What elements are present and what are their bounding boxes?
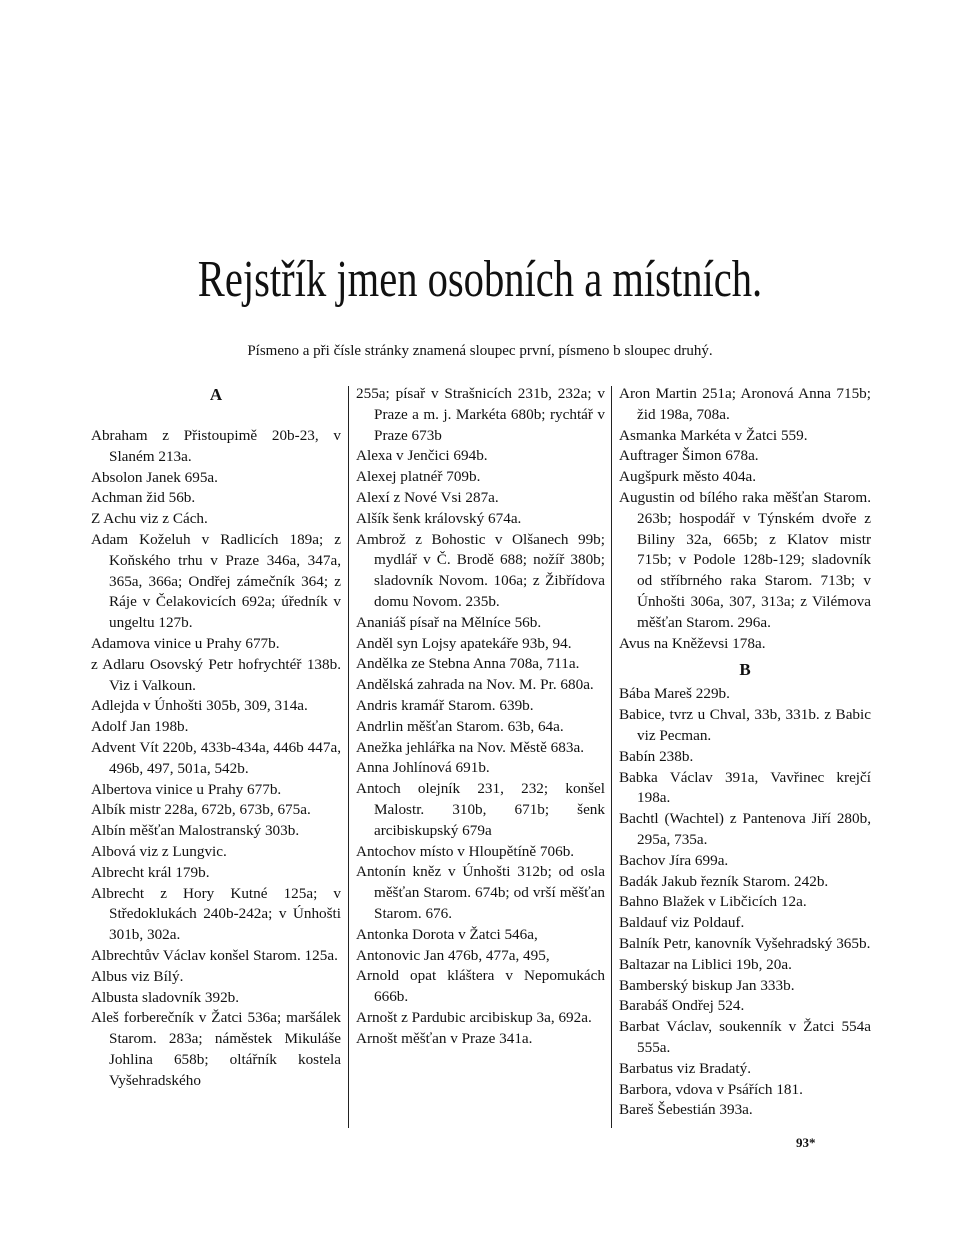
index-entry: Auftrager Šimon 678a. bbox=[619, 447, 759, 465]
index-column-1 bbox=[91, 384, 341, 1092]
index-entry: Albrecht král 179b. bbox=[91, 863, 210, 881]
index-entry: Bachov Jíra 699a. bbox=[619, 851, 729, 869]
index-entry: Albus viz Bílý. bbox=[91, 967, 184, 985]
index-entry: Antochov místo v Hloupětíně 706b. bbox=[356, 842, 575, 860]
index-entry: Anděl syn Lojsy apatekáře 93b, 94. bbox=[356, 634, 572, 652]
index-entry: Adolf Jan 198b. bbox=[91, 718, 189, 736]
index-entry: Andris kramář Starom. 639b. bbox=[356, 696, 534, 714]
index-entry: Advent Vít 220b, 433b-434a, 446b 447a, 496b, 497, 501a, 542b. bbox=[91, 738, 341, 777]
index-entry: Badák Jakub řezník Starom. 242b. bbox=[619, 872, 829, 890]
index-entry: Absolon Janek 695a. bbox=[91, 468, 218, 486]
page-title: Rejstřík jmen osobních a místních. bbox=[197, 251, 763, 308]
index-entry: Bamberský biskup Jan 333b. bbox=[619, 976, 795, 994]
index-entry: Ambrož z Bohostic v Olšanech 99b; mydlář v Č. Brodě 688; nožíř 380b; sladovník Novom. 106a; z Žibřídova domu Novom. 235b. bbox=[356, 530, 605, 610]
index-entry: Antoch olejník 231, 232; konšel Malostr. 310b, 671b; šenk arcibiskupský 679a bbox=[356, 780, 605, 839]
index-entry: Arnošt měšťan v Praze 341a. bbox=[356, 1029, 533, 1047]
index-entry: Bába Mareš 229b. bbox=[619, 685, 730, 703]
index-column-3 bbox=[619, 384, 871, 1121]
index-entry: Albín měšťan Malostranský 303b. bbox=[91, 822, 300, 840]
index-entry: Aleš forberečník v Žatci 536a; maršálek Starom. 283a; náměstek Mikuláše Johlina 658b; oltářník kostela Vyšehradského bbox=[91, 1009, 341, 1089]
index-entry: Adlejda v Únhošti 305b, 309, 314a. bbox=[91, 697, 308, 715]
index-entry: Balník Petr, kanovník Vyšehradský 365b. bbox=[619, 934, 871, 952]
section-letter-b: B bbox=[739, 660, 751, 680]
index-entry: Bahno Blažek v Libčicích 12a. bbox=[619, 893, 807, 911]
index-entry: Baldauf viz Poldauf. bbox=[619, 914, 745, 932]
index-entry: Barbora, vdova v Psářích 181. bbox=[619, 1080, 803, 1098]
column-divider bbox=[348, 386, 349, 1128]
index-entry: Baltazar na Liblici 19b, 20a. bbox=[619, 955, 792, 973]
index-entry: Anna Johlínová 691b. bbox=[356, 759, 490, 777]
index-entry: Barbatus viz Bradatý. bbox=[619, 1059, 752, 1077]
index-entry: Asmanka Markéta v Žatci 559. bbox=[619, 426, 808, 444]
index-column-2 bbox=[356, 384, 605, 1050]
index-note: Písmeno a při čísle stránky znamená sloupec první, písmeno b sloupec druhý. bbox=[247, 343, 713, 359]
index-entry: Augustin od bílého raka měšťan Starom. 263b; hospodář v Týnském dvoře z Biliny 32a, 665b; z Klatov mistr 715b; v Podole 128b-129; sladovník od stříbrného raka Starom. 713b; v Únhošti 306a, 307, 313a; z Vilémova měšťan Starom. 296a. bbox=[619, 488, 871, 631]
column-divider bbox=[611, 386, 612, 1128]
index-entry: Andělská zahrada na Nov. M. Pr. 680a. bbox=[356, 676, 594, 694]
index-entry: Albová viz z Lungvic. bbox=[91, 842, 227, 860]
index-entry: Babka Václav 391a, Vavřinec krejčí 198a. bbox=[619, 768, 871, 807]
index-entry: Alexej platnéř 709b. bbox=[356, 468, 481, 486]
index-entry: Albík mistr 228a, 672b, 673b, 675a. bbox=[91, 801, 311, 819]
index-entry: z Adlaru Osovský Petr hofrychtéř 138b. Viz i Valkoun. bbox=[91, 655, 341, 694]
section-letter-a: A bbox=[209, 385, 223, 404]
index-entry: Bachtl (Wachtel) z Pantenova Jiří 280b, 295a, 735a. bbox=[619, 810, 871, 848]
index-entry: Albrechtův Václav konšel Starom. 125a. bbox=[91, 946, 338, 964]
index-entry: Albusta sladovník 392b. bbox=[91, 988, 240, 1006]
index-entry: Antonín kněz v Únhošti 312b; od osla měšťan Starom. 674b; od vrší měšťan Starom. 676. bbox=[356, 863, 605, 922]
index-entry: Bareš Šebestián 393a. bbox=[619, 1101, 753, 1119]
index-entry: Andělka ze Stebna Anna 708a, 711a. bbox=[356, 655, 580, 673]
index-entry: Z Achu viz z Cách. bbox=[91, 510, 208, 528]
index-entry: Arnold opat kláštera v Nepomukách 666b. bbox=[356, 967, 605, 1006]
index-entry: Augšpurk město 404a. bbox=[619, 468, 757, 486]
index-entry: Babice, tvrz u Chval, 33b, 331b. z Babic viz Pecman. bbox=[619, 706, 871, 744]
index-entry: Aron Martin 251a; Aronová Anna 715b; žid 198a, 708a. bbox=[619, 385, 871, 423]
index-entry: Alexa v Jenčici 694b. bbox=[356, 447, 488, 465]
index-entry: Alexí z Nové Vsi 287a. bbox=[356, 488, 499, 506]
index-entry: Barbat Václav, soukenník v Žatci 554a 555a. bbox=[619, 1018, 871, 1056]
index-entry: Albrecht z Hory Kutné 125a; v Středoklukách 240b-242a; v Únhošti 301b, 302a. bbox=[91, 884, 341, 944]
index-entry: Babín 238b. bbox=[619, 747, 694, 765]
index-entry: Antonka Dorota v Žatci 546a, bbox=[356, 925, 538, 943]
index-entry: 255a; písař v Strašnicích 231b, 232a; v Praze a m. j. Markéta 680b; rychtář v Praze 673b bbox=[356, 385, 605, 444]
index-entry: Avus na Kněževsi 178a. bbox=[619, 634, 766, 652]
index-entry: Adamova vinice u Prahy 677b. bbox=[91, 634, 280, 652]
index-entry: Achman žid 56b. bbox=[91, 489, 196, 507]
index-entry: Adam Koželuh v Radlicích 189a; z Koňského trhu v Praze 346a, 347a, 365a, 366a; Ondřej zámečník 364; z Ráje v Čelakovicích 692a; úředník v ungeltu 127b. bbox=[91, 530, 341, 632]
page-number: 93* bbox=[796, 1135, 816, 1150]
index-entry: Albertova vinice u Prahy 677b. bbox=[91, 780, 282, 798]
index-entry: Alšík šenk královský 674a. bbox=[356, 509, 522, 527]
index-entry: Abraham z Přistoupimě 20b-23, v Slaném 213a. bbox=[91, 427, 341, 465]
index-entry: Antonovic Jan 476b, 477a, 495, bbox=[356, 946, 550, 964]
index-entry: Andrlin měšťan Starom. 63b, 64a. bbox=[356, 717, 564, 735]
index-entry: Arnošt z Pardubic arcibiskup 3a, 692a. bbox=[356, 1008, 592, 1026]
index-entry: Ananiáš písař na Mělníce 56b. bbox=[356, 613, 542, 631]
index-entry: Anežka jehlářka na Nov. Městě 683a. bbox=[356, 738, 585, 756]
index-entry: Barabáš Ondřej 524. bbox=[619, 997, 745, 1015]
